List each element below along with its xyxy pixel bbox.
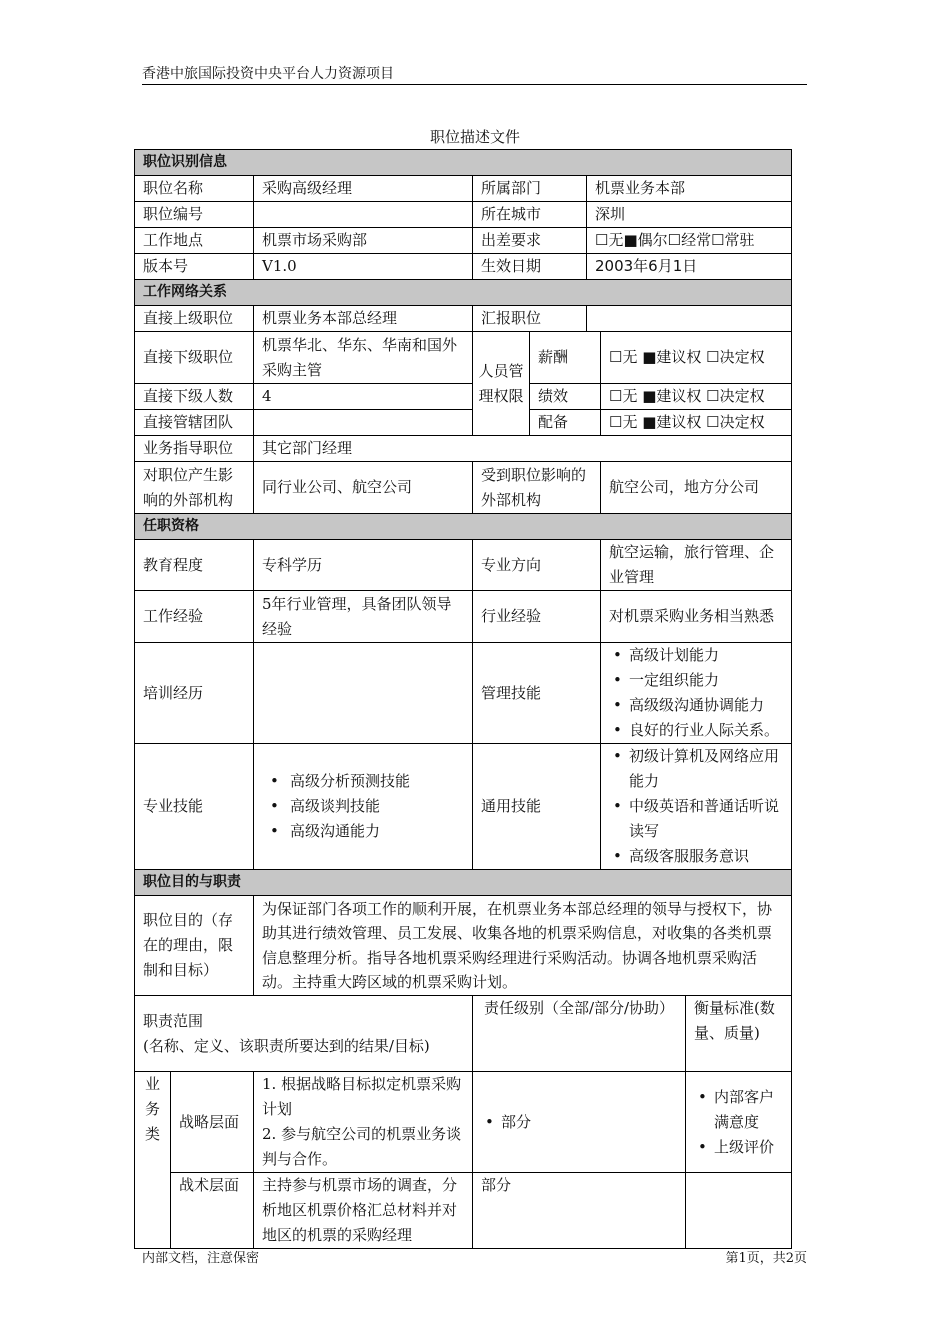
report-position <box>587 306 792 332</box>
label-staffing: 配备 <box>530 410 601 436</box>
label-subordinate-count: 直接下级人数 <box>135 384 254 410</box>
subordinate-position: 机票华北、华东、华南和国外采购主管 <box>254 332 473 384</box>
list-item: • 高级谈判技能 <box>290 794 464 819</box>
management-skills <box>601 643 792 744</box>
affected-org: 航空公司，地方分公司 <box>601 462 792 514</box>
section-identity: 职位识别信息 <box>135 150 792 176</box>
section-network: 工作网络关系 <box>135 280 792 306</box>
responsibility-level-header: 责任级别（全部/部分/协助） <box>473 996 686 1072</box>
label-superior: 直接上级职位 <box>135 306 254 332</box>
performance-authority: ☐无 ■建议权 ☐决定权 <box>601 384 792 410</box>
document-title: 职位描述文件 <box>429 128 520 146</box>
strategic-measures <box>686 1072 792 1173</box>
guide-position: 其它部门经理 <box>254 436 792 462</box>
label-industry-experience: 行业经验 <box>473 591 601 643</box>
duty-scope-header <box>135 996 473 1072</box>
label-position-name: 职位名称 <box>135 176 254 202</box>
label-education: 教育程度 <box>135 540 254 591</box>
label-travel: 出差要求 <box>473 228 587 254</box>
label-strategic: 战略层面 <box>171 1072 254 1173</box>
major: 航空运输，旅行管理、企业管理 <box>601 540 792 591</box>
list-item: • 高级客服服务意识 <box>623 844 783 869</box>
industry-experience: 对机票采购业务相当熟悉 <box>601 591 792 643</box>
work-experience: 5年行业管理，具备团队领导经验 <box>254 591 473 643</box>
superior-position: 机票业务本部总经理 <box>254 306 473 332</box>
label-department: 所属部门 <box>473 176 587 202</box>
section-qualification: 任职资格 <box>135 514 792 540</box>
list-item: • 中级英语和普通话听说读写 <box>623 794 783 844</box>
label-subordinate: 直接下级职位 <box>135 332 254 384</box>
list-item: • 高级分析预测技能 <box>290 769 464 794</box>
label-report-position: 汇报职位 <box>473 306 587 332</box>
strategic-level <box>473 1072 686 1173</box>
position-name: 采购高级经理 <box>254 176 473 202</box>
label-city: 所在城市 <box>473 202 587 228</box>
list-item: 1. 根据战略目标拟定机票采购计划 <box>262 1075 462 1118</box>
tactical-duties: 主持参与机票市场的调查，分析地区机票价格汇总材料并对地区的机票的采购经理 <box>254 1173 473 1249</box>
list-item: • 高级计划能力 <box>623 643 783 668</box>
team <box>254 410 473 436</box>
list-item: • 一定组织能力 <box>623 668 783 693</box>
label-general-skills: 通用技能 <box>473 744 601 870</box>
label-work-location: 工作地点 <box>135 228 254 254</box>
professional-skills <box>254 744 473 870</box>
section-purpose: 职位目的与职责 <box>135 870 792 896</box>
label-effective-date: 生效日期 <box>473 254 587 280</box>
label-performance: 绩效 <box>530 384 601 410</box>
label-major: 专业方向 <box>473 540 601 591</box>
department: 机票业务本部 <box>587 176 792 202</box>
label-hr-authority: 人员管理权限 <box>473 332 530 436</box>
label-tactical: 战术层面 <box>171 1173 254 1249</box>
city: 深圳 <box>587 202 792 228</box>
label-affecting-org: 对职位产生影响的外部机构 <box>135 462 254 514</box>
strategic-duties <box>254 1072 473 1173</box>
affecting-org: 同行业公司、航空公司 <box>254 462 473 514</box>
measure-header: 衡量标准(数量、质量) <box>686 996 792 1072</box>
label-affected-org: 受到职位影响的外部机构 <box>473 462 601 514</box>
label-training: 培训经历 <box>135 643 254 744</box>
training <box>254 643 473 744</box>
footer-confidential: 内部文档，注意保密 <box>142 1251 260 1266</box>
general-skills <box>601 744 792 870</box>
duty-scope-subtitle: (名称、定义、该职责所要达到的结果/目标) <box>143 1036 430 1055</box>
list-item: • 高级沟通能力 <box>290 819 464 844</box>
label-salary: 薪酬 <box>530 332 601 384</box>
list-item: • 部分 <box>495 1110 677 1135</box>
effective-date: 2003年6月1日 <box>587 254 792 280</box>
list-item: • 良好的行业人际关系。 <box>623 718 783 743</box>
label-team: 直接管辖团队 <box>135 410 254 436</box>
page-header: 香港中旅国际投资中央平台人力资源项目 <box>142 66 394 82</box>
label-position-purpose: 职位目的（存在的理由，限制和目标） <box>135 896 254 996</box>
label-position-code: 职位编号 <box>135 202 254 228</box>
label-work-experience: 工作经验 <box>135 591 254 643</box>
job-description-table <box>134 149 792 1249</box>
footer-page-number: 第1页，共2页 <box>725 1251 807 1266</box>
position-purpose: 为保证部门各项工作的顺利开展，在机票业务本部总经理的领导与授权下，协助其进行绩效管理、员工发展、收集各地的机票采购信息，对收集的各类机票信息整理分析。指导各地机票采购经理进行采购活动。协调各地机票采购活动。主持重大跨区域的机票采购计划。 <box>254 896 792 996</box>
list-item: • 初级计算机及网络应用能力 <box>623 744 783 794</box>
tactical-level: 部分 <box>473 1173 686 1249</box>
education: 专科学历 <box>254 540 473 591</box>
list-item: • 内部客户满意度 <box>708 1085 783 1135</box>
list-item: 2. 参与航空公司的机票业务谈判与合作。 <box>262 1125 462 1168</box>
label-professional-skills: 专业技能 <box>135 744 254 870</box>
position-code <box>254 202 473 228</box>
label-management-skills: 管理技能 <box>473 643 601 744</box>
label-guide-position: 业务指导职位 <box>135 436 254 462</box>
label-version: 版本号 <box>135 254 254 280</box>
work-location: 机票市场采购部 <box>254 228 473 254</box>
tactical-measures <box>686 1173 792 1249</box>
header-rule <box>142 84 807 85</box>
list-item: • 高级级沟通协调能力 <box>623 693 783 718</box>
duty-category: 业务类 <box>135 1072 171 1249</box>
list-item: • 上级评价 <box>708 1135 783 1160</box>
subordinate-count: 4 <box>254 384 473 410</box>
duty-scope-label: 职责范围 <box>143 1011 204 1030</box>
salary-authority: ☐无 ■建议权 ☐决定权 <box>601 332 792 384</box>
travel-requirement: ☐无■偶尔☐经常☐常驻 <box>587 228 792 254</box>
version: V1.0 <box>254 254 473 280</box>
staffing-authority: ☐无 ■建议权 ☐决定权 <box>601 410 792 436</box>
